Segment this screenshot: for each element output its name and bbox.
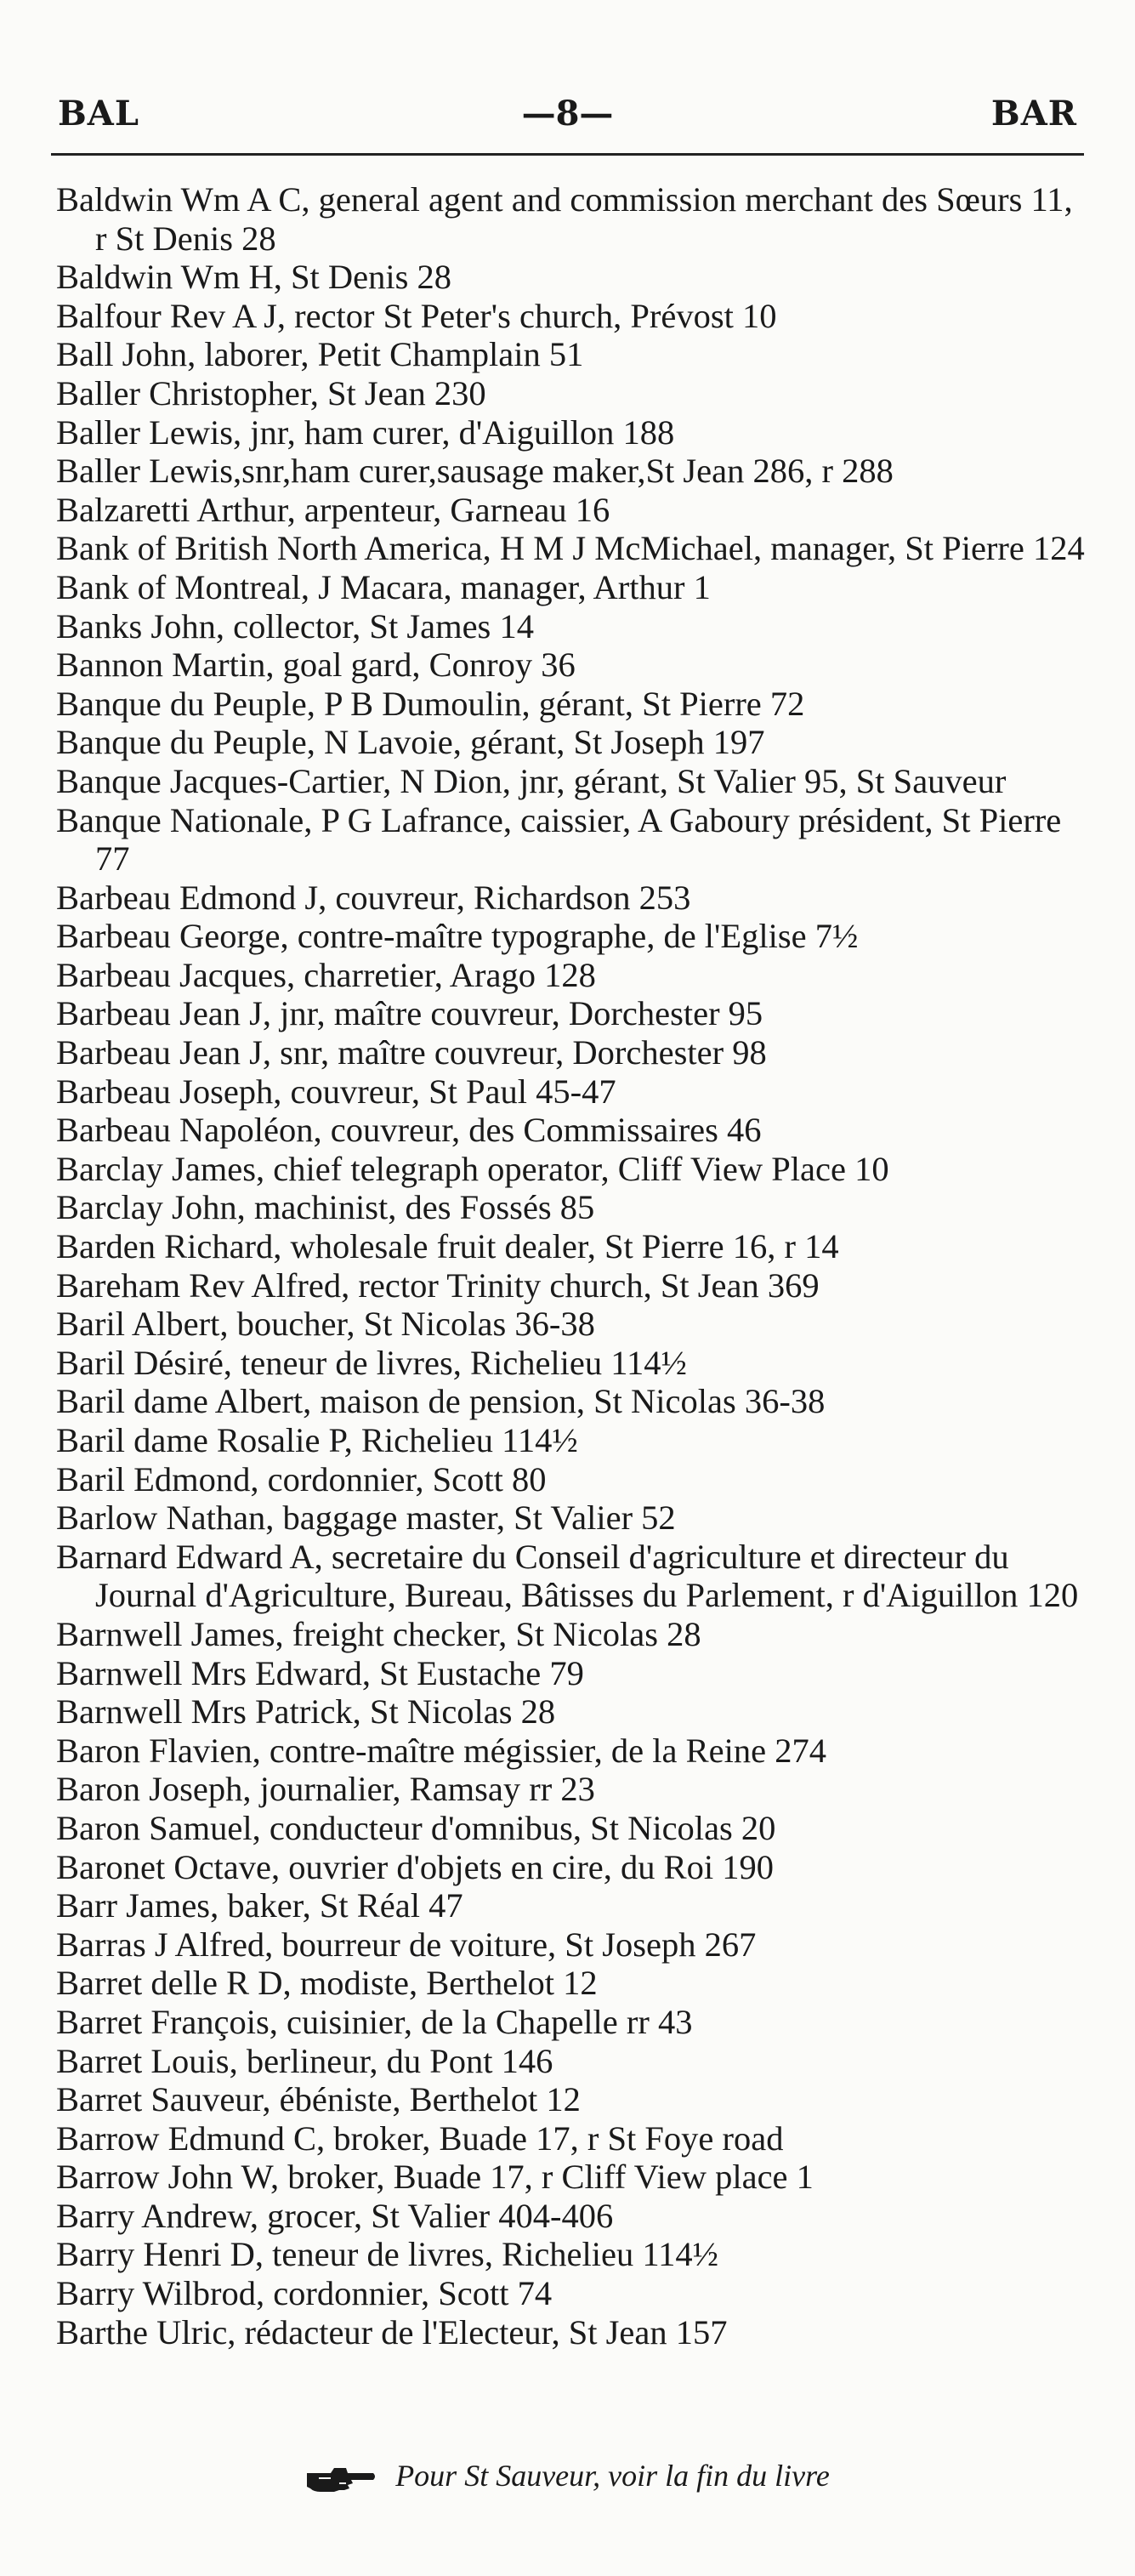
- directory-entry: Barrow John W, broker, Buade 17, r Cliff View place 1: [56, 2158, 814, 2197]
- directory-entry: Barrow Edmund C, broker, Buade 17, r St Foye road: [56, 2118, 784, 2158]
- directory-entry: Barret François, cuisinier, de la Chapelle rr 43: [56, 2002, 693, 2041]
- directory-entry: Barlow Nathan, baggage master, St Valier 52: [56, 1498, 676, 1538]
- pointing-hand-icon: [305, 2465, 377, 2494]
- directory-entry: Barr James, baker, St Réal 47: [56, 1886, 463, 1925]
- header-right-guide-word: BAR: [990, 94, 1077, 134]
- directory-entry: Banque du Peuple, P B Dumoulin, gérant, St Pierre 72: [56, 684, 805, 723]
- directory-entry: Baron Joseph, journalier, Ramsay rr 23: [56, 1770, 595, 1809]
- directory-entry: Banque du Peuple, N Lavoie, gérant, St Joseph 197: [56, 723, 765, 762]
- directory-entry: Barthe Ulric, rédacteur de l'Electeur, St Jean 157: [56, 2312, 728, 2351]
- page-header: [51, 94, 1084, 153]
- directory-entry: Barnwell James, freight checker, St Nicolas 28: [56, 1614, 701, 1653]
- directory-entry: Bank of Montreal, J Macara, manager, Arthur 1: [56, 567, 711, 606]
- directory-entry: Ball John, laborer, Petit Champlain 51: [56, 335, 584, 374]
- directory-entry: Baron Flavien, contre-maître mégissier, de la Reine 274: [56, 1731, 826, 1770]
- footer-note: Pour St Sauveur, voir la fin du livre: [395, 2459, 830, 2493]
- directory-entries: [56, 180, 1091, 2351]
- header-left-guide-word: BAL: [58, 94, 139, 134]
- directory-entry: Barbeau Jacques, charretier, Arago 128: [56, 955, 596, 994]
- directory-entry: Barry Wilbrod, cordonnier, Scott 74: [56, 2274, 553, 2313]
- directory-entry: Bank of British North America, H M J McMichael, manager, St Pierre 124: [56, 529, 1085, 568]
- directory-entry: Baronet Octave, ouvrier d'objets en cire, du Roi 190: [56, 1847, 775, 1886]
- directory-entry: Bannon Martin, goal gard, Conroy 36: [56, 645, 576, 685]
- directory-entry: Barbeau George, contre-maître typographe, de l'Eglise 7½: [56, 917, 859, 956]
- directory-entry: Baller Christopher, St Jean 230: [56, 373, 486, 412]
- directory-entry: Barden Richard, wholesale fruit dealer, St Pierre 16, r 14: [56, 1227, 839, 1266]
- directory-entry: Barras J Alfred, bourreur de voiture, St Joseph 267: [56, 1925, 757, 1964]
- directory-entry: Baller Lewis, jnr, ham curer, d'Aiguillon 188: [56, 412, 675, 452]
- directory-entry: Barret Sauveur, ébéniste, Berthelot 12: [56, 2080, 581, 2119]
- directory-entry: Baril Albert, boucher, St Nicolas 36-38: [56, 1305, 595, 1344]
- directory-entry: Baldwin Wm H, St Denis 28: [56, 258, 451, 297]
- directory-entry: Barbeau Jean J, snr, maître couvreur, Dorchester 98: [56, 1033, 767, 1072]
- directory-entry: Banks John, collector, St James 14: [56, 606, 534, 645]
- directory-entry: Banque Jacques-Cartier, N Dion, jnr, gérant, St Valier 95, St Sauveur: [56, 761, 1007, 800]
- directory-entry: Barret delle R D, modiste, Berthelot 12: [56, 1964, 598, 2003]
- directory-entry: Barclay James, chief telegraph operator, Cliff View Place 10: [56, 1149, 889, 1188]
- directory-entry: Baril dame Rosalie P, Richelieu 114½: [56, 1421, 578, 1459]
- directory-entry: Baller Lewis,snr,ham curer,sausage maker,St Jean 286, r 288: [56, 452, 894, 491]
- directory-entry: Barnwell Mrs Edward, St Eustache 79: [56, 1653, 584, 1692]
- directory-entry: Baron Samuel, conducteur d'omnibus, St Nicolas 20: [56, 1808, 776, 1847]
- header-rule: [51, 153, 1084, 156]
- directory-entry: Banque Nationale, P G Lafrance, caissier, A Gaboury président, St Pierre 77: [56, 800, 1062, 879]
- directory-entry: Barnwell Mrs Patrick, St Nicolas 28: [56, 1692, 556, 1732]
- directory-entry: Barbeau Jean J, jnr, maître couvreur, Dorchester 95: [56, 994, 763, 1033]
- directory-entry: Barry Henri D, teneur de livres, Richelieu 114½: [56, 2235, 719, 2274]
- directory-entry: Barbeau Edmond J, couvreur, Richardson 253: [56, 878, 691, 917]
- directory-entry: Balzaretti Arthur, arpenteur, Garneau 16: [56, 490, 610, 529]
- directory-entry: Barbeau Napoléon, couvreur, des Commissaires 46: [56, 1111, 762, 1150]
- directory-entry: Baldwin Wm A C, general agent and commission merchant des Sœurs 11, r St Denis 28: [56, 180, 1073, 258]
- directory-entry: Barret Louis, berlineur, du Pont 146: [56, 2041, 553, 2080]
- directory-entry: Baril Edmond, cordonnier, Scott 80: [56, 1459, 547, 1498]
- directory-entry: Barnard Edward A, secretaire du Conseil d'agriculture et directeur du Journal d'Agriculture, Bureau, Bâtisses du Parlement, r d'Aiguillon 120: [56, 1537, 1079, 1615]
- page-footer: [0, 2458, 1135, 2494]
- directory-entry: Baril Désiré, teneur de livres, Richelieu 114½: [56, 1343, 687, 1382]
- directory-entry: Barbeau Joseph, couvreur, St Paul 45-47: [56, 1072, 616, 1111]
- directory-entry: Barry Andrew, grocer, St Valier 404-406: [56, 2196, 614, 2235]
- directory-entry: Bareham Rev Alfred, rector Trinity church, St Jean 369: [56, 1265, 820, 1305]
- directory-entry: Barclay John, machinist, des Fossés 85: [56, 1188, 595, 1227]
- directory-entry: Balfour Rev A J, rector St Peter's church, Prévost 10: [56, 296, 777, 335]
- page-number: —8—: [521, 94, 614, 134]
- directory-entry: Baril dame Albert, maison de pension, St Nicolas 36-38: [56, 1382, 826, 1421]
